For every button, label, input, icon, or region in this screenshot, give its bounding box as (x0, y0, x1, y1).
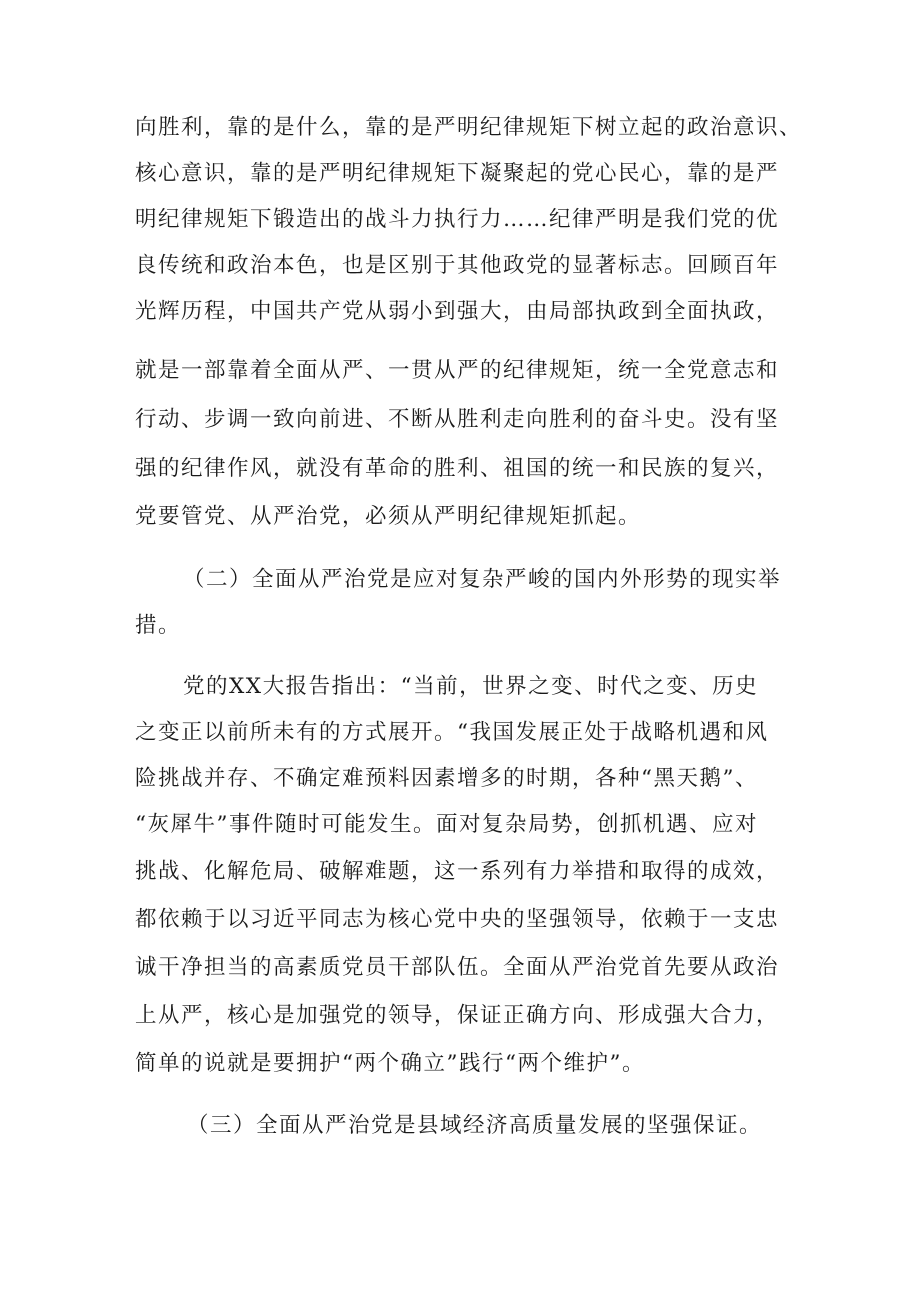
paragraph-1-line: 光辉历程，中国共产党从弱小到强大，由局部执政到全面执政， (135, 299, 780, 324)
paragraph-1-line: 强的纪律作风，就没有革命的胜利、祖国的统一和民族的复兴， (135, 456, 780, 481)
paragraph-2-line: 诚干净担当的高素质党员干部队伍。全面从严治党首先要从政治 (135, 955, 780, 980)
paragraph-1-line: 行动、步调一致向前进、不断从胜利走向胜利的奋斗史。没有坚 (135, 407, 780, 432)
section-heading-2: （二）全面从严治党是应对复杂严峻的国内外形势的现实举 (183, 567, 782, 592)
paragraph-2-line: 简单的说就是要拥护“两个确立”践行“两个维护”。 (135, 1051, 645, 1076)
section-heading-3: （三）全面从严治党是县域经济高质量发展的坚强保证。 (187, 1113, 763, 1138)
paragraph-2-line: 都依赖于以习近平同志为核心党中央的坚强领导，依赖于一支忠 (135, 907, 780, 932)
paragraph-1-line: 向胜利，靠的是什么，靠的是严明纪律规矩下树立起的政治意识、 (135, 115, 803, 140)
paragraph-2-line: “灰犀牛”事件随时可能发生。面对复杂局势，创抓机遇、应对 (135, 812, 758, 837)
paragraph-2-line: 之变正以前所未有的方式展开。“我国发展正处于战略机遇和风 (135, 720, 769, 745)
paragraph-2-line: 险挑战并存、不确定难预料因素增多的时期，各种“黑天鹅”、 (135, 766, 758, 791)
paragraph-2-line: 党的XX大报告指出：“当前，世界之变、时代之变、历史 (183, 674, 759, 699)
paragraph-1-line: 党要管党、从严治党，必须从严明纪律规矩抓起。 (135, 504, 642, 529)
paragraph-1-line: 良传统和政治本色，也是区别于其他政党的显著标志。回顾百年 (135, 253, 780, 278)
paragraph-1-line: 核心意识，靠的是严明纪律规矩下凝聚起的党心民心，靠的是严 (135, 161, 780, 186)
paragraph-2-line: 挑战、化解危局、破解难题，这一系列有力举措和取得的成效， (135, 859, 780, 884)
paragraph-1-line: 就是一部靠着全面从严、一贯从严的纪律规矩，统一全党意志和 (135, 358, 780, 383)
paragraph-1-line: 明纪律规矩下锻造出的战斗力执行力……纪律严明是我们党的优 (135, 207, 780, 232)
section-heading-2-cont: 措。 (135, 613, 182, 638)
paragraph-2-line: 上从严，核心是加强党的领导，保证正确方向、形成强大合力， (135, 1003, 780, 1028)
